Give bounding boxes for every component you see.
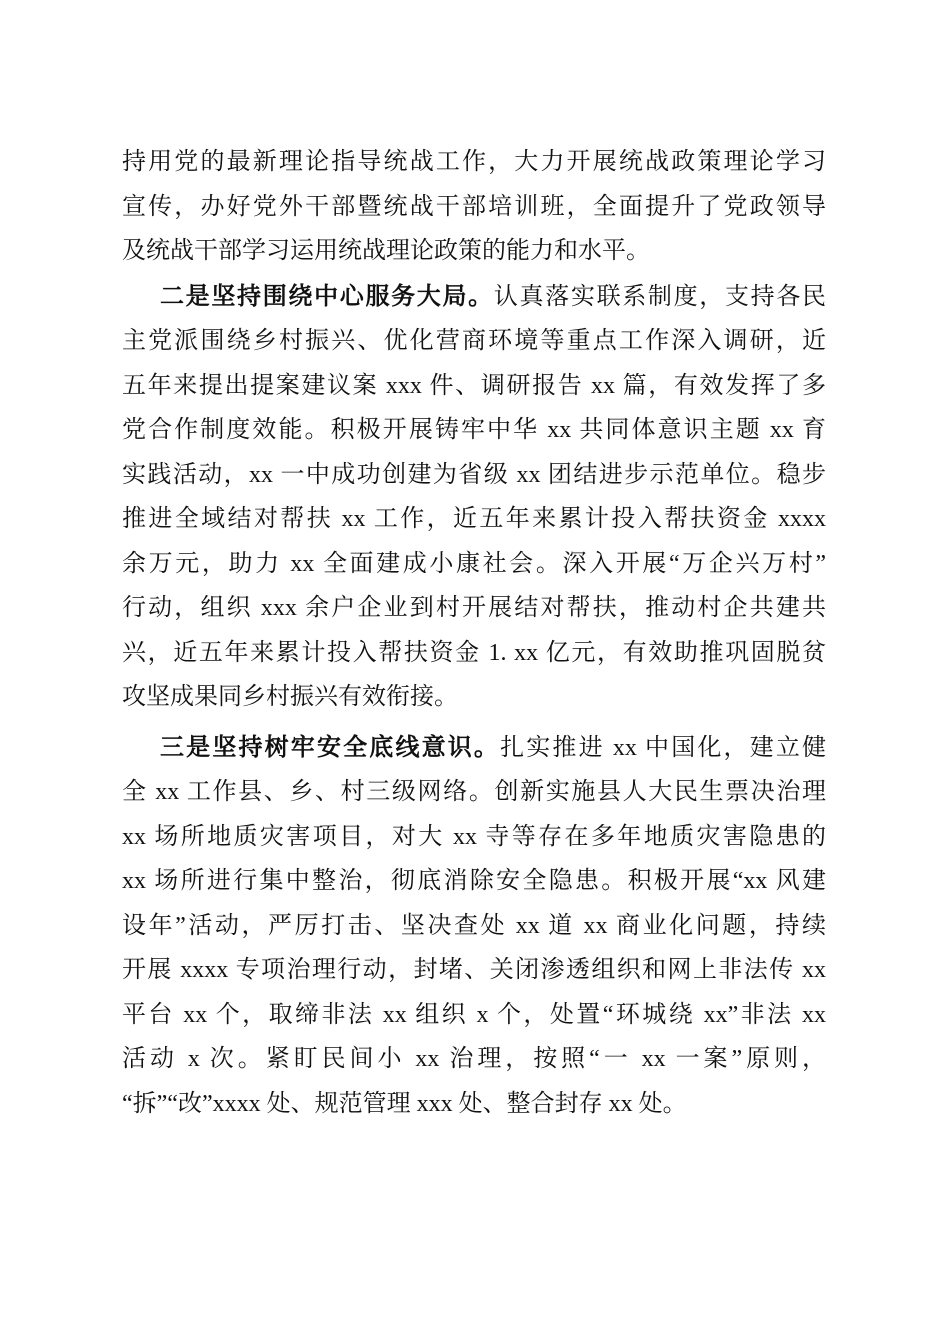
text-line xyxy=(122,140,826,185)
line-text: 实践活动，xx 一中成功创建为省级 xx 团结进步示范单位。稳步 xyxy=(122,461,826,488)
text-line xyxy=(122,453,826,498)
line-text: 主党派围绕乡村振兴、优化营商环境等重点工作深入调研，近 xyxy=(122,328,826,354)
text-line xyxy=(122,948,826,993)
text-line xyxy=(122,815,826,860)
line-text: 持用党的最新理论指导统战工作，大力开展统战政策理论学习 xyxy=(122,149,826,175)
line-text: 开展 xxxx 专项治理行动，封堵、关闭渗透组织和网上非法传 xx xyxy=(122,957,826,983)
text-line xyxy=(122,229,826,274)
line-text: 推进全域结对帮扶 xx 工作，近五年来累计投入帮扶资金 xxxx xyxy=(122,506,826,532)
line-text: 全 xx 工作县、乡、村三级网络。创新实施县人大民生票决治理 xyxy=(122,779,826,805)
text-line xyxy=(122,542,826,587)
text-line xyxy=(122,993,826,1038)
line-text: 扎实推进 xx 中国化，建立健 xyxy=(500,734,826,761)
line-text: 认真落实联系制度，支持各民 xyxy=(493,283,826,310)
text-line xyxy=(122,319,826,364)
paragraph-lead-heading: 二是坚持围绕中心服务大局。 xyxy=(160,283,494,310)
line-text: 党合作制度效能。积极开展铸牢中华 xx 共同体意识主题 xx 育 xyxy=(122,417,826,443)
line-text: 兴，近五年来累计投入帮扶资金 1. xx 亿元，有效助推巩固脱贫 xyxy=(122,639,826,666)
text-line xyxy=(122,408,826,453)
line-text: 攻坚成果同乡村振兴有效衔接。 xyxy=(122,684,458,710)
line-text: 平台 xx 个，取缔非法 xx 组织 x 个，处置“环城绕 xx”非法 xx xyxy=(122,1001,826,1028)
text-line xyxy=(122,859,826,904)
line-text: 五年来提出提案建议案 xxx 件、调研报告 xx 篇，有效发挥了多 xyxy=(122,372,826,399)
text-line xyxy=(122,675,826,720)
text-line xyxy=(122,364,826,409)
paragraph-lead-heading: 三是坚持树牢安全底线意识。 xyxy=(160,734,501,761)
text-line xyxy=(122,726,826,771)
text-line xyxy=(122,586,826,631)
document-body xyxy=(122,140,826,1126)
text-line xyxy=(122,185,826,230)
text-line xyxy=(122,497,826,542)
line-text: 宣传，办好党外干部暨统战干部培训班，全面提升了党政领导 xyxy=(122,193,826,220)
text-line xyxy=(122,904,826,949)
line-text: 余万元，助力 xx 全面建成小康社会。深入开展“万企兴万村” xyxy=(122,550,826,577)
line-text: 设年”活动，严厉打击、坚决查处 xx 道 xx 商业化问题，持续 xyxy=(122,912,826,939)
paragraph-3 xyxy=(122,726,826,1127)
text-line xyxy=(122,1037,826,1082)
paragraph-1 xyxy=(122,140,826,274)
line-text: 行动，组织 xxx 余户企业到村开展结对帮扶，推动村企共建共 xyxy=(122,595,826,621)
line-text: xx 场所进行集中整治，彻底消除安全隐患。积极开展“xx 风建 xyxy=(122,868,826,894)
paragraph-2 xyxy=(122,275,826,720)
text-line xyxy=(122,275,826,320)
line-text: 及统战干部学习运用统战理论政策的能力和水平。 xyxy=(122,238,650,264)
text-line xyxy=(122,1082,826,1127)
line-text: xx 场所地质灾害项目，对大 xx 寺等存在多年地质灾害隐患的 xyxy=(122,823,826,850)
text-line xyxy=(122,770,826,815)
line-text: 活动 x 次。紧盯民间小 xx 治理，按照“一 xx 一案”原则， xyxy=(122,1046,826,1072)
text-line xyxy=(122,631,826,676)
line-text: “拆”“改”xxxx 处、规范管理 xxx 处、整合封存 xx 处。 xyxy=(122,1090,687,1117)
